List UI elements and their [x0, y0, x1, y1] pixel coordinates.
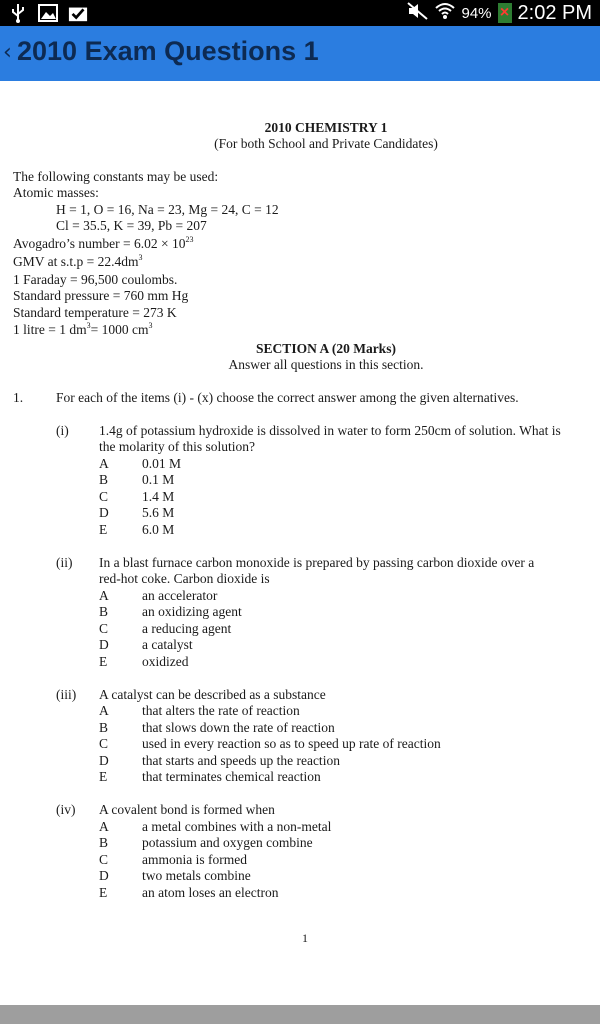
gmv-text: GMV at s.t.p = 22.4dm	[13, 254, 139, 269]
option-text: an oxidizing agent	[142, 604, 242, 619]
option-letter: A	[99, 703, 109, 718]
document-heading: 2010 CHEMISTRY 1	[264, 120, 388, 135]
item-number: (iv)	[56, 802, 76, 817]
option-text: used in every reaction so as to speed up rate of reaction	[142, 736, 441, 751]
option-text: an accelerator	[142, 588, 218, 603]
standard-temperature: Standard temperature = 273 K	[13, 305, 177, 320]
option-text: that terminates chemical reaction	[142, 769, 321, 784]
battery-percent: 94%	[461, 4, 492, 22]
avogadro-number	[13, 236, 193, 252]
option-letter: E	[99, 769, 108, 784]
option-text: an atom loses an electron	[142, 885, 279, 900]
item-stem-line: In a blast furnace carbon monoxide is prepared by passing carbon dioxide over a	[99, 555, 535, 570]
atomic-masses-line1: H = 1, O = 16, Na = 23, Mg = 24, C = 12	[56, 202, 279, 217]
back-icon[interactable]: ‹	[3, 40, 12, 65]
litre-exp-a: 3	[86, 321, 91, 330]
option-letter: A	[99, 456, 109, 471]
litre-exp-b: 3	[148, 321, 153, 330]
option-letter: D	[99, 868, 109, 883]
download-complete-icon	[68, 3, 88, 23]
section-instruction: Answer all questions in this section.	[228, 357, 424, 372]
option-letter: C	[99, 489, 109, 504]
page-title: 2010 Exam Questions 1	[17, 36, 319, 66]
option-text: that slows down the rate of reaction	[142, 720, 335, 735]
litre-conversion	[13, 322, 152, 338]
mute-icon	[407, 2, 429, 25]
option-letter: E	[99, 885, 108, 900]
option-letter: D	[99, 753, 109, 768]
bottom-scroll-bar	[0, 1005, 600, 1024]
item-number: (ii)	[56, 555, 73, 570]
option-text: oxidized	[142, 654, 189, 669]
option-letter: A	[99, 588, 109, 603]
atomic-masses-line2: Cl = 35.5, K = 39, Pb = 207	[56, 218, 207, 233]
item-number: (i)	[56, 423, 69, 438]
gmv-exponent: 3	[138, 253, 143, 262]
item-stem-line: the molarity of this solution?	[99, 439, 255, 454]
option-text: 1.4 M	[142, 489, 175, 504]
option-letter: C	[99, 621, 109, 636]
clock: 2:02 PM	[517, 1, 592, 24]
option-letter: E	[99, 522, 108, 537]
system-icons	[407, 0, 592, 26]
faraday: 1 Faraday = 96,500 coulombs.	[13, 272, 178, 287]
option-text: two metals combine	[142, 868, 251, 883]
option-text: that alters the rate of reaction	[142, 703, 300, 718]
option-letter: B	[99, 720, 109, 735]
option-letter: B	[99, 604, 109, 619]
status-bar	[0, 0, 600, 26]
constants-intro: The following constants may be used:	[13, 169, 219, 184]
section-title: SECTION A (20 Marks)	[256, 341, 396, 356]
litre-text-a: 1 litre = 1 dm	[13, 322, 87, 337]
page-number: 1	[302, 931, 308, 945]
battery-icon: ×	[498, 3, 512, 23]
option-text: that starts and speeds up the reaction	[142, 753, 340, 768]
option-letter: E	[99, 654, 108, 669]
avogadro-text: Avogadro’s number = 6.02 × 10	[13, 236, 186, 251]
option-text: 6.0 M	[142, 522, 175, 537]
document-subheading: (For both School and Private Candidates)	[214, 136, 438, 151]
avogadro-exponent: 23	[185, 235, 194, 244]
litre-text-b: = 1000 cm	[90, 322, 149, 337]
atomic-masses-label: Atomic masses:	[13, 185, 99, 200]
option-letter: D	[99, 505, 109, 520]
option-letter: C	[99, 736, 109, 751]
option-text: 0.01 M	[142, 456, 182, 471]
standard-pressure: Standard pressure = 760 mm Hg	[13, 288, 189, 303]
image-notification-icon	[38, 3, 58, 23]
option-letter: D	[99, 637, 109, 652]
option-text: ammonia is formed	[142, 852, 247, 867]
wifi-icon	[435, 2, 455, 25]
option-text: a reducing agent	[142, 621, 232, 636]
option-letter: A	[99, 819, 109, 834]
document-page	[0, 81, 600, 1005]
item-stem-line: A catalyst can be described as a substance	[99, 687, 326, 702]
item-number: (iii)	[56, 687, 77, 702]
option-text: potassium and oxygen combine	[142, 835, 313, 850]
item-stem-line: A covalent bond is formed when	[99, 802, 275, 817]
app-bar	[0, 26, 600, 81]
question-number: 1.	[13, 390, 24, 405]
option-text: a metal combines with a non-metal	[142, 819, 332, 834]
question-text: For each of the items (i) - (x) choose the correct answer among the given alternatives.	[56, 390, 519, 405]
item-stem-line: 1.4g of potassium hydroxide is dissolved in water to form 250cm of solution. What is	[99, 423, 561, 438]
option-text: 5.6 M	[142, 505, 175, 520]
notification-icons	[8, 3, 88, 23]
option-letter: B	[99, 835, 109, 850]
option-letter: B	[99, 472, 109, 487]
option-text: a catalyst	[142, 637, 193, 652]
item-stem-line: red-hot coke. Carbon dioxide is	[99, 571, 270, 586]
gmv	[13, 254, 143, 270]
option-letter: C	[99, 852, 109, 867]
option-text: 0.1 M	[142, 472, 175, 487]
usb-icon	[8, 3, 28, 23]
